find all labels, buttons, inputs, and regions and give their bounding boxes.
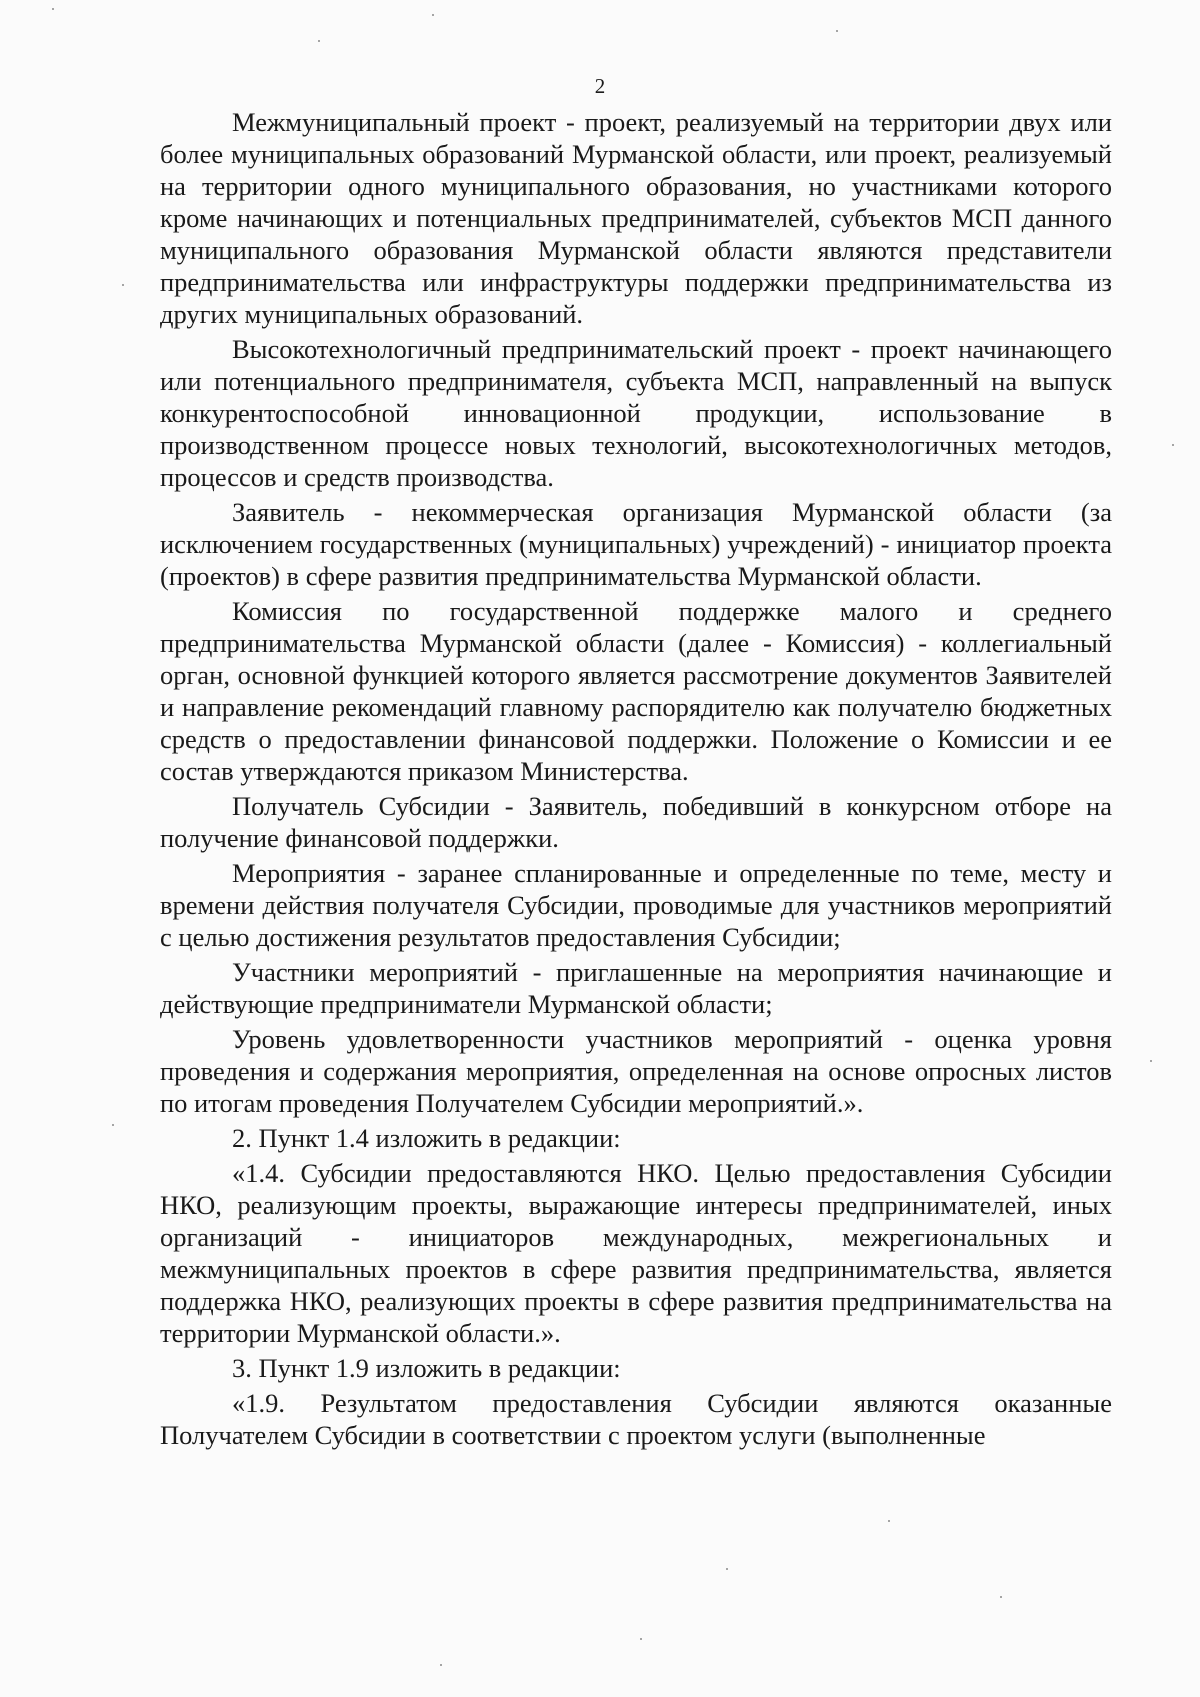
paragraph-item-1-9: «1.9. Результатом предоставления Субсидии являются оказанные Получателем Субсидии в соответствии с проектом услуги (выполненные: [160, 1388, 1112, 1450]
scan-speck: [1150, 1060, 1152, 1062]
scan-speck: [640, 1638, 642, 1640]
paragraph-subsidy-recipient: Получатель Субсидии - Заявитель, победивший в конкурсном отборе на получение финансовой поддержки.: [160, 791, 1112, 853]
scan-speck: [432, 14, 434, 16]
scan-speck: [1172, 444, 1174, 446]
paragraph-item-1-4: «1.4. Субсидии предоставляются НКО. Целью предоставления Субсидии НКО, реализующим проекты, выражающие интересы предпринимателей, иных организаций - инициаторов международных, межрегиональных и межмуниципальных проектов в сфере развития предпринимательства, является поддержка НКО, реализующих проекты в сфере развития предпринимательства на территории Мурманской области.».: [160, 1158, 1112, 1348]
scan-speck: [318, 40, 320, 42]
paragraph-event-participants: Участники мероприятий - приглашенные на мероприятия начинающие и действующие предприниматели Мурманской области;: [160, 957, 1112, 1019]
paragraph-item-3-heading: 3. Пункт 1.9 изложить в редакции:: [232, 1353, 621, 1383]
paragraph-applicant: Заявитель - некоммерческая организация Мурманской области (за исключением государственных (муниципальных) учреждений) - инициатор проекта (проектов) в сфере развития предпринимательства Мурманской области.: [160, 497, 1112, 591]
page-number: 2: [594, 74, 606, 98]
scan-speck: [112, 1124, 114, 1126]
paragraph-high-tech-project: Высокотехнологичный предпринимательский проект - проект начинающего или потенциального предпринимателя, субъекта МСП, направленный на выпуск конкурентоспособной инновационной продукции, использование в производственном процессе новых технологий, высокотехнологичных методов, процессов и средств производства.: [160, 334, 1112, 492]
scan-speck: [888, 1520, 890, 1522]
scan-speck: [122, 284, 124, 286]
paragraph-intermunicipal-project: Межмуниципальный проект - проект, реализуемый на территории двух или более муниципальных образований Мурманской области, или проект, реализуемый на территории одного муниципального образования, но участниками которого кроме начинающих и потенциальных предпринимателей, субъектов МСП данного муниципального образования Мурманской области являются представители предпринимательства или инфраструктуры поддержки предпринимательства из других муниципальных образований.: [160, 107, 1112, 329]
scan-speck: [836, 30, 838, 32]
scan-speck: [52, 8, 54, 10]
scan-speck: [1000, 1596, 1002, 1598]
paragraph-satisfaction-level: Уровень удовлетворенности участников мероприятий - оценка уровня проведения и содержания мероприятия, определенная на основе опросных листов по итогам проведения Получателем Субсидии мероприятий.».: [160, 1024, 1112, 1118]
scan-speck: [726, 1568, 728, 1570]
paragraph-item-2-heading: 2. Пункт 1.4 изложить в редакции:: [232, 1123, 621, 1153]
paragraph-events: Мероприятия - заранее спланированные и определенные по теме, месту и времени действия получателя Субсидии, проводимые для участников мероприятий с целью достижения результатов предоставления Субсидии;: [160, 858, 1112, 952]
scan-speck: [440, 1664, 442, 1666]
document-body: [160, 106, 1112, 1454]
paragraph-commission: Комиссия по государственной поддержке малого и среднего предпринимательства Мурманской области (далее - Комиссия) - коллегиальный орган, основной функцией которого является рассмотрение документов Заявителей и направление рекомендаций главному распорядителю как получателю бюджетных средств о предоставлении финансовой поддержки. Положение о Комиссии и ее состав утверждаются приказом Министерства.: [160, 596, 1112, 786]
